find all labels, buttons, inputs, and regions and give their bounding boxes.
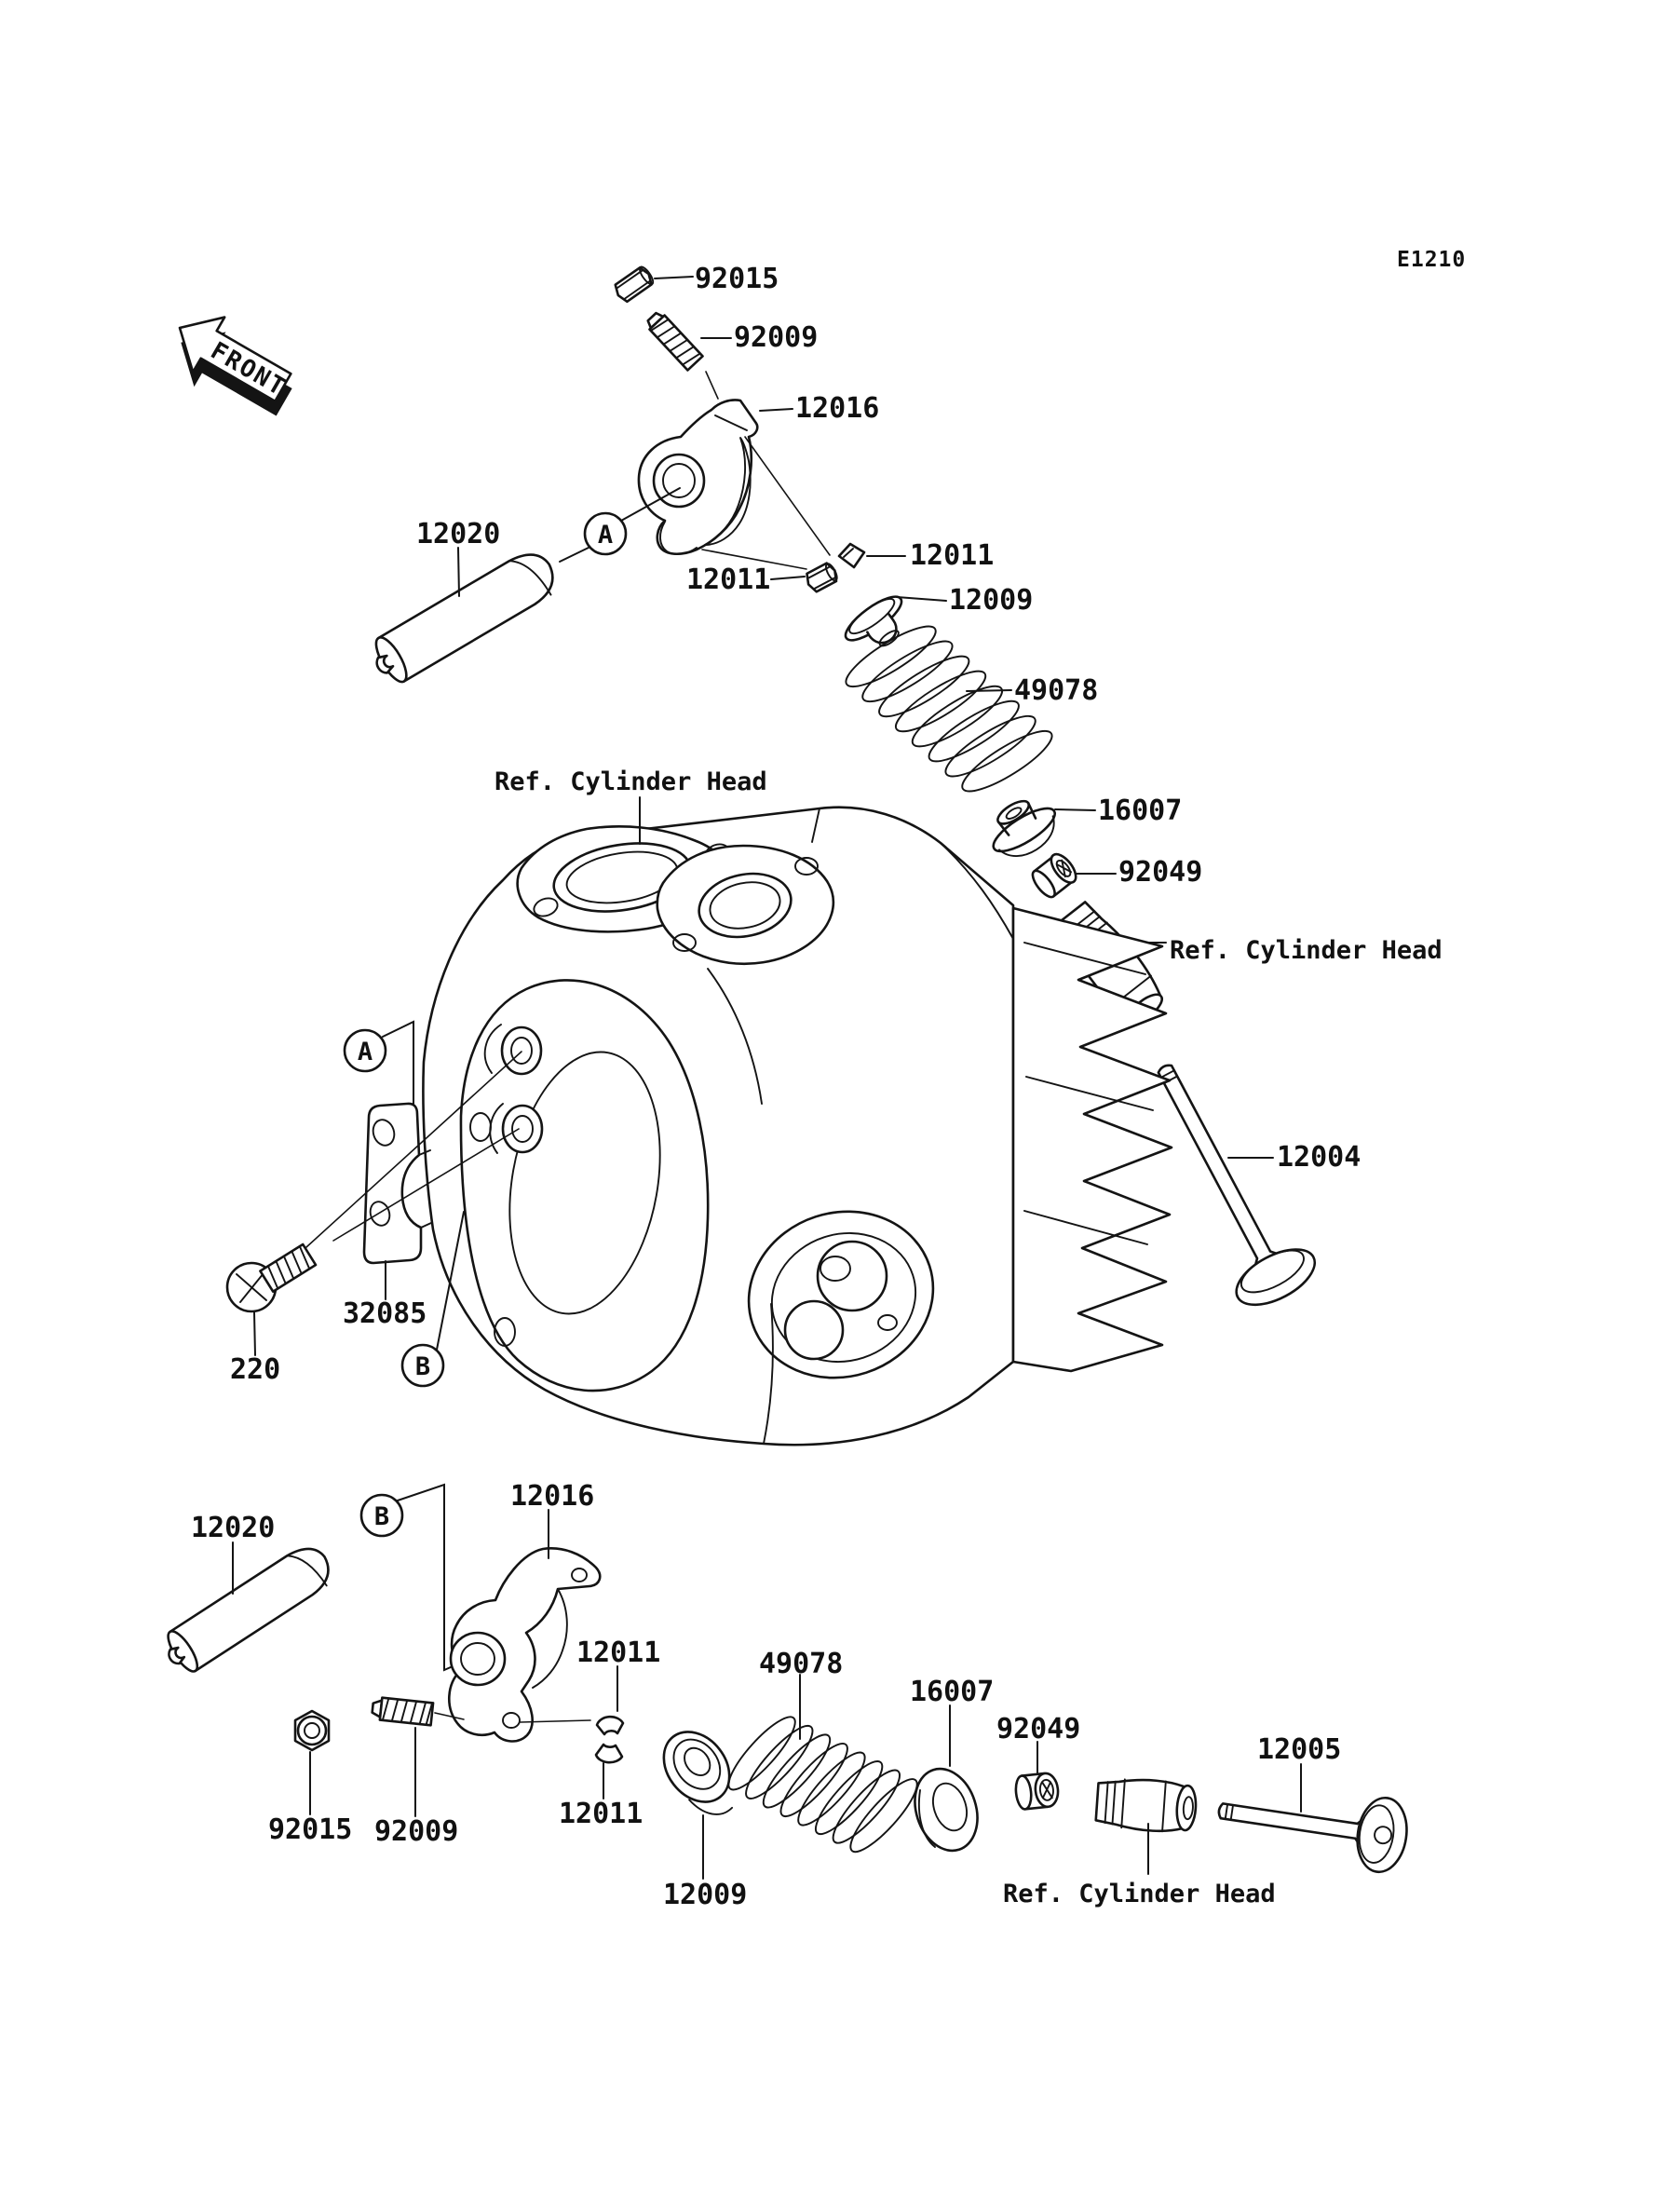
marker-a-head-line [383,1022,413,1104]
ref-label-bottom: Ref. Cylinder Head [1003,1880,1276,1908]
leader-49078-top [967,690,1011,691]
part-label-49078-top: 49078 [1014,674,1099,707]
bracket-drawing [364,1104,431,1263]
part-label-92009-bottom: 92009 [374,1815,459,1848]
part-label-16007-bottom: 16007 [910,1676,995,1708]
adjusting-screw-bottom-drawing [372,1697,433,1726]
marker-b-head-label: B [414,1352,431,1381]
marker-a-top-line-shaft [560,547,590,562]
part-label-12004: 12004 [1277,1141,1362,1174]
part-label-12011-top-left: 12011 [686,564,771,596]
rocker-shaft-top-drawing [365,544,562,688]
part-label-12011-bottom-upper: 12011 [576,1636,661,1669]
part-label-92049-bottom: 92049 [996,1713,1081,1745]
intake-valve-drawing [1213,1773,1412,1875]
front-label: FRONT [205,336,291,402]
adjusting-screw-top-drawing [644,310,702,371]
leader-12016-top [760,409,793,411]
part-label-12005: 12005 [1257,1733,1342,1766]
valve-stem-seal-top-drawing [1028,850,1080,902]
front-arrow-stamp [158,301,306,430]
valve-keeper-bottom-upper-drawing [597,1717,623,1734]
leader-16007-top [1055,809,1095,810]
screw-220-drawing [227,1244,316,1311]
assembly-line-rocker-keepers-1 [745,437,830,555]
marker-a-head-label: A [357,1038,373,1066]
part-label-12011-bottom-lower: 12011 [559,1798,644,1830]
cylinder-head-drawing [227,767,1172,1445]
leader-12009-top [897,597,946,601]
valve-stem-seal-bottom-drawing [1014,1772,1060,1811]
page-code: E1210 [1397,248,1467,272]
valve-keeper-top-left-drawing [804,562,840,593]
valve-guide-bottom-drawing [1095,1776,1198,1833]
part-label-92015-bottom: 92015 [268,1813,353,1846]
marker-a-head [345,1022,413,1104]
valve-keeper-top-right-drawing [839,544,864,567]
leader-12020-top [458,548,459,596]
part-label-12016-bottom: 12016 [510,1480,595,1513]
part-label-220: 220 [230,1353,281,1386]
leader-12011-top-left [771,577,805,579]
spring-seat-bottom-drawing [905,1760,988,1858]
part-label-92009-top: 92009 [734,321,819,354]
leader-220 [254,1312,255,1355]
marker-a-top-label: A [597,521,614,550]
part-label-92049-top: 92049 [1118,856,1203,889]
valve-spring-bottom-drawing [717,1698,928,1870]
part-label-49078-bottom: 49078 [759,1648,844,1680]
rocker-arm-top-drawing [639,400,757,553]
part-label-12020-bottom: 12020 [191,1512,276,1544]
ref-label-center: Ref. Cylinder Head [495,767,767,796]
part-label-32085: 32085 [343,1297,427,1330]
part-label-12009-bottom: 12009 [663,1879,748,1911]
valve-keeper-bottom-lower-drawing [596,1745,622,1762]
assembly-line-screw-top [706,372,718,399]
marker-b-bottom-label: B [373,1502,390,1531]
leader-92015-top [655,277,693,278]
spring-retainer-top-drawing [840,590,918,662]
spring-retainer-bottom-drawing [650,1719,752,1827]
part-label-12016-top: 12016 [795,392,880,425]
part-label-12020-top: 12020 [416,518,501,550]
part-label-12011-top-right: 12011 [910,539,995,572]
part-label-16007-top: 16007 [1098,794,1183,827]
rocker-shaft-bottom-drawing [157,1539,338,1678]
part-label-12009-top: 12009 [949,584,1034,617]
bottom-valve-assembly [157,1480,1411,1911]
locknut-top-drawing [612,265,655,305]
part-label-92015-top: 92015 [695,263,779,295]
locknut-bottom-drawing [295,1711,329,1750]
ref-label-right: Ref. Cylinder Head [1170,936,1443,965]
